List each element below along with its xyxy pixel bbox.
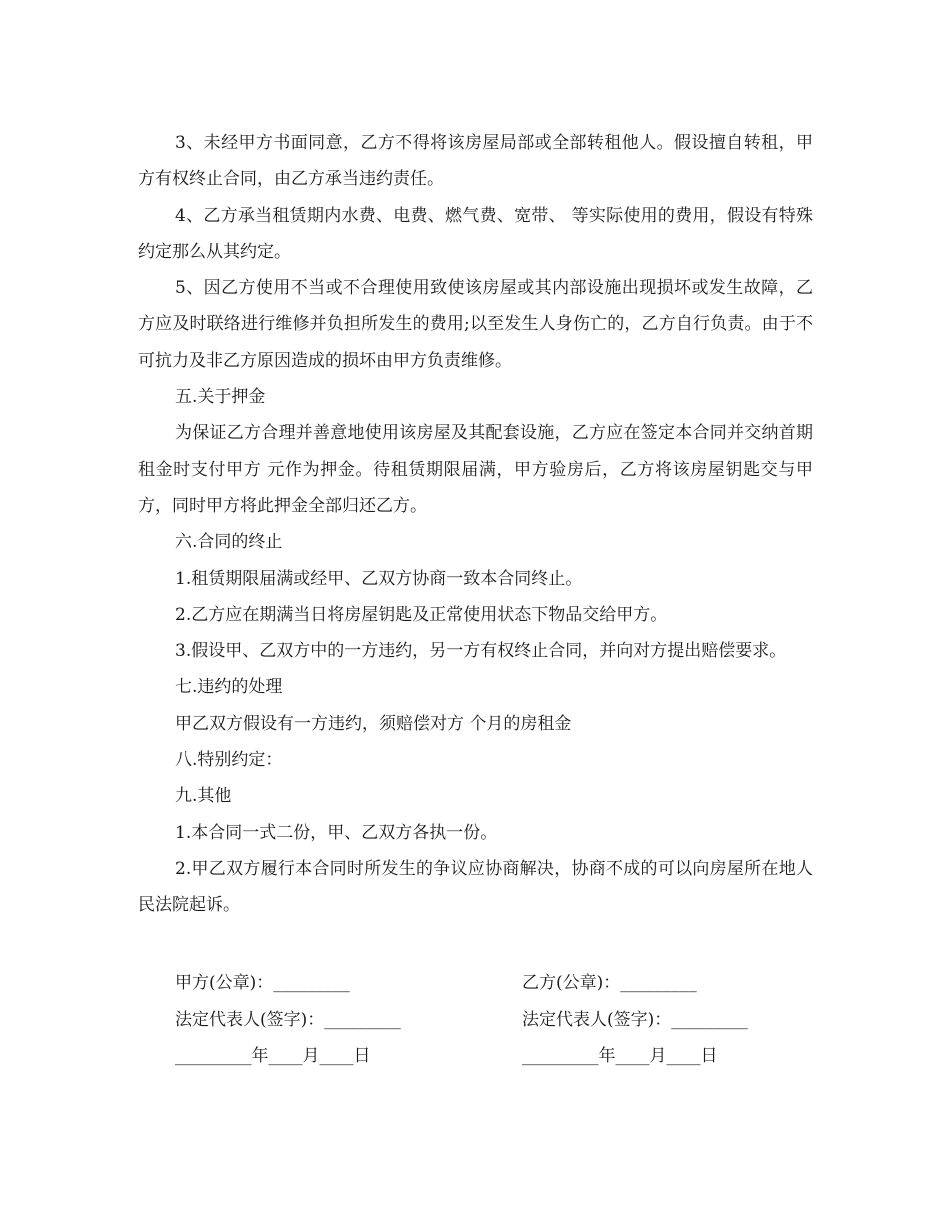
paragraph: 4、乙方承当租赁期内水费、电费、燃气费、宽带、 等实际使用的费用，假设有特殊约定那么从其约定。	[138, 205, 813, 262]
paragraph: 1.本合同一式二份，甲、乙双方各执一份。	[175, 822, 498, 843]
contract-body	[138, 125, 813, 924]
paragraph: 甲乙双方假设有一方违约，须赔偿对方 个月的房租金	[175, 713, 572, 734]
paragraph: 2.乙方应在期满当日将房屋钥匙及正常使用状态下物品交给甲方。	[175, 604, 668, 625]
section-heading: 九.其他	[175, 786, 232, 807]
paragraph: 3.假设甲、乙双方中的一方违约，另一方有权终止合同，并向对方提出赔偿要求。	[175, 641, 787, 662]
party-a-representative: 法定代表人(签字)：_________	[175, 1010, 401, 1030]
paragraph: 为保证乙方合理并善意地使用该房屋及其配套设施，乙方应在签定本合同并交纳首期租金时支付甲方 元作为押金。待租赁期限届满，甲方验房后，乙方将该房屋钥匙交与甲方，同时甲方将此押金全部归还乙方。	[138, 423, 813, 516]
signature-rep-row	[175, 1005, 815, 1035]
section-heading: 七.违约的处理	[175, 677, 283, 698]
party-b-date: _________年____月____日	[522, 1046, 718, 1066]
party-a-seal: 甲方(公章)：_________	[175, 973, 350, 993]
party-a-date: _________年____月____日	[175, 1046, 371, 1066]
party-b-seal: 乙方(公章)：_________	[522, 973, 697, 993]
paragraph: 3、未经甲方书面同意，乙方不得将该房屋局部或全部转租他人。假设擅自转租，甲方有权终止合同，由乙方承当违约责任。	[138, 133, 813, 190]
party-b-representative: 法定代表人(签字)：_________	[522, 1010, 748, 1030]
section-heading: 八.特别约定：	[175, 750, 283, 771]
section-heading: 六.合同的终止	[175, 532, 283, 553]
paragraph: 2.甲乙双方履行本合同时所发生的争议应协商解决，协商不成的可以向房屋所在地人民法院起诉。	[138, 858, 813, 916]
signature-date-row	[175, 1041, 815, 1071]
paragraph: 1.租赁期限届满或经甲、乙双方协商一致本合同终止。	[175, 568, 583, 589]
signature-seal-row	[175, 968, 815, 998]
section-heading: 五.关于押金	[175, 387, 266, 408]
paragraph: 5、因乙方使用不当或不合理使用致使该房屋或其内部设施出现损坏或发生故障，乙方应及时联络进行维修并负担所发生的费用;以至发生人身伤亡的，乙方自行负责。由于不可抗力及非乙方原因造成的损坏由甲方负责维修。	[138, 278, 813, 371]
